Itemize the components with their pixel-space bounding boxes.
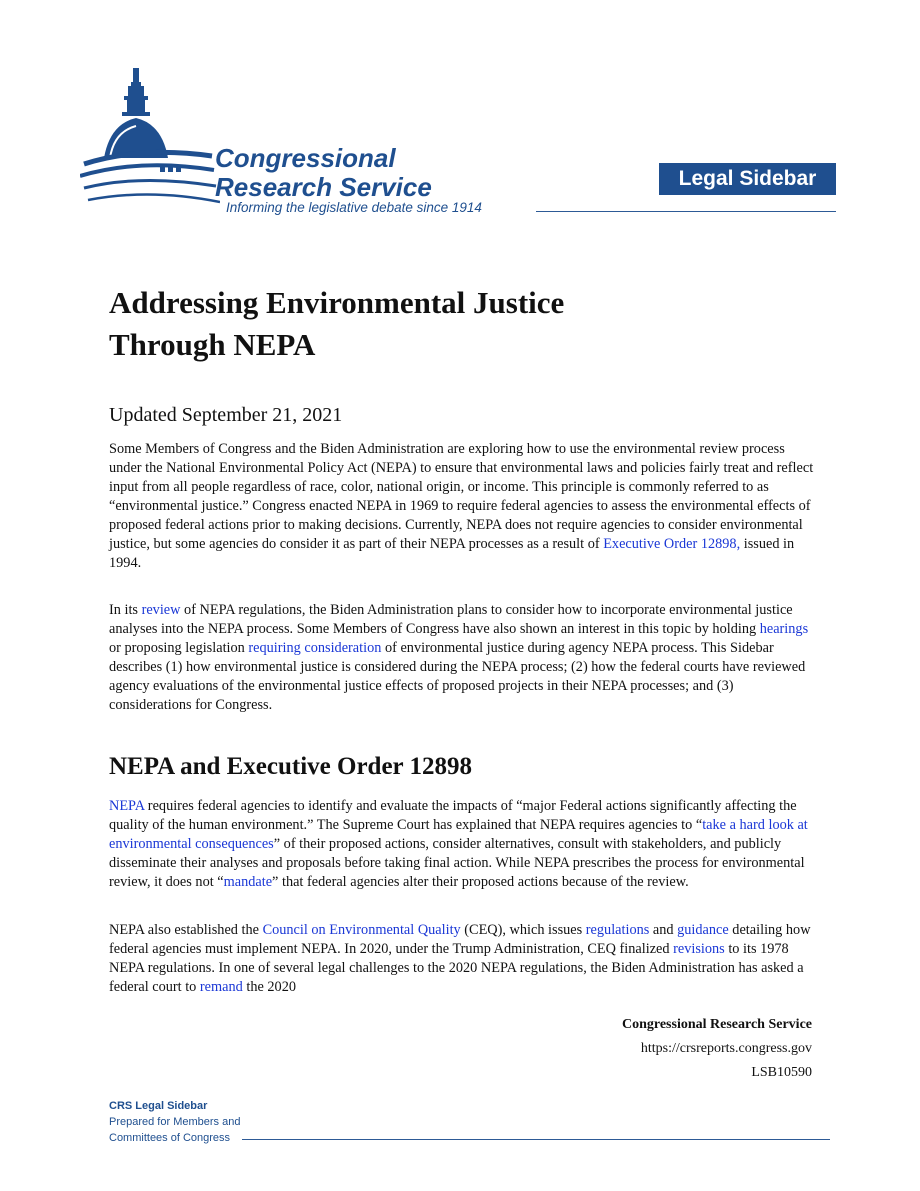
text: to its 1978 NEPA regulations. In one of several legal challenges to the 2020 NEPA regulations, the Biden Administration has asked a federal court to <box>109 941 804 995</box>
text: NEPA also established the <box>109 922 263 938</box>
footer-series <box>109 1098 240 1146</box>
text: ” that federal agencies alter their proposed actions because of the review. <box>272 874 689 890</box>
link-mandate[interactable]: mandate <box>223 874 273 890</box>
text: the 2020 <box>242 979 296 995</box>
footer-series-title: CRS Legal Sidebar <box>109 1100 208 1112</box>
link-review[interactable]: review <box>141 602 181 618</box>
text: of environmental justice during agency NEPA process. This Sidebar describes (1) how environmental justice is considered during the NEPA process; (2) how the federal courts have reviewed agency evaluations of the environmental justice effects of proposed projects in their NEPA processes; and (3) considerations for Congress. <box>109 640 806 713</box>
text: (CEQ), which issues <box>460 922 586 938</box>
footer-info <box>622 1013 812 1085</box>
text: In its <box>109 602 142 618</box>
text: and <box>649 922 678 938</box>
link-revisions[interactable]: revisions <box>673 941 725 957</box>
footer-org: Congressional Research Service <box>621 1017 812 1032</box>
link-ceq[interactable]: Council on Environmental Quality <box>262 922 461 938</box>
link-hearings[interactable]: hearings <box>759 621 809 637</box>
footer-url[interactable]: https://crsreports.congress.gov <box>640 1041 812 1056</box>
link-remand[interactable]: remand <box>199 979 243 995</box>
text: Some Members of Congress and the Biden Administration are exploring how to use the environmental review process under the National Environmental Policy Act (NEPA) to ensure that environmental laws and policies fairly treat and reflect input from all people regardless of race, color, national origin, or income. This principle is commonly referred to as “environmental justice.” Congress enacted NEPA in 1969 to require federal agencies to assess the environmental effects of proposed federal actions prior to making decisions. Currently, NEPA does not require agencies to consider environmental justice, but some agencies do consider it as part of their NEPA processes as a result of <box>109 441 814 552</box>
org-line2: Research Service <box>215 172 432 202</box>
crs-logo <box>80 62 540 222</box>
text: detailing how federal agencies must implement NEPA. In 2020, under the Trump Administration, CEQ finalized <box>109 922 811 957</box>
text: ” of their proposed actions, consider alternatives, consult with stakeholders, and publicly disseminate their analyses and proposals before taking final action. While NEPA prescribes the process for environmental review, it does not “ <box>109 836 805 890</box>
link-hard-look[interactable]: take a hard look at environmental consequences <box>109 817 808 852</box>
link-regulations[interactable]: regulations <box>585 922 650 938</box>
text: requires federal agencies to identify and evaluate the impacts of “major Federal actions significantly affecting the quality of the human environment.” The Supreme Court has explained that NEPA requires agencies to “ <box>109 798 797 833</box>
title-line1: Addressing Environmental Justice <box>109 285 565 320</box>
tagline-rule <box>536 211 836 212</box>
link-nepa[interactable]: NEPA <box>109 798 145 814</box>
updated-date: Updated September 21, 2021 <box>109 404 343 426</box>
footer-report-id: LSB10590 <box>751 1065 812 1080</box>
footer-series-line2: Prepared for Members and <box>109 1116 241 1128</box>
text: of NEPA regulations, the Biden Administration plans to consider how to incorporate environmental justice analyses into the NEPA process. Some Members of Congress have also shown an interest in this topic by holding <box>109 602 793 637</box>
title-line2: Through NEPA <box>109 327 316 362</box>
org-line1: Congressional <box>215 143 396 173</box>
page-title <box>109 282 809 366</box>
section-heading: NEPA and Executive Order 12898 <box>109 753 472 780</box>
legal-sidebar-badge: Legal Sidebar <box>659 163 836 195</box>
capitol-dome-icon <box>80 62 220 222</box>
paragraph-4 <box>109 921 814 997</box>
crs-wordmark <box>215 144 432 202</box>
paragraph-2 <box>109 601 814 715</box>
tagline: Informing the legislative debate since 1914 <box>226 200 482 215</box>
footer-rule <box>242 1139 830 1140</box>
link-requiring-consideration[interactable]: requiring consideration <box>248 640 382 656</box>
footer-series-line3: Committees of Congress <box>109 1132 231 1144</box>
paragraph-1 <box>109 440 814 573</box>
link-guidance[interactable]: guidance <box>677 922 729 938</box>
link-executive-order[interactable]: Executive Order 12898, <box>603 536 741 552</box>
paragraph-3 <box>109 797 814 892</box>
text: issued in 1994. <box>109 536 795 571</box>
text: or proposing legislation <box>109 640 249 656</box>
